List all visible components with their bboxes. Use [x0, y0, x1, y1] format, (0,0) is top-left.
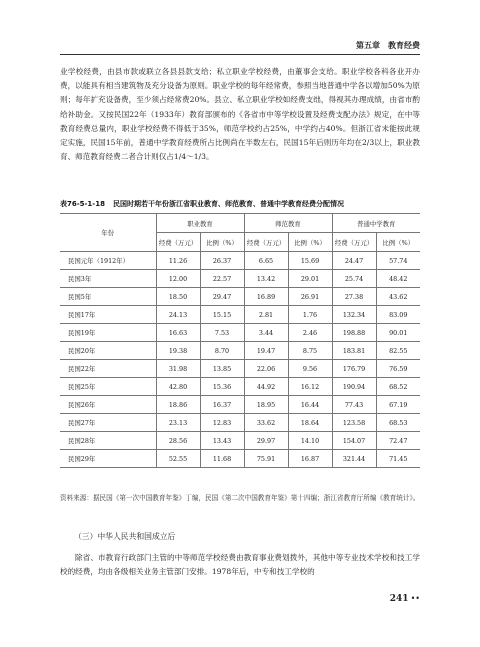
value-cell: 12.00	[156, 270, 200, 288]
value-cell: 19.47	[244, 342, 288, 360]
value-cell: 26.91	[288, 288, 332, 306]
year-cell: 民国26年	[60, 396, 156, 414]
value-cell: 31.98	[156, 360, 200, 378]
value-cell: 6.65	[244, 252, 288, 270]
header-rule	[60, 54, 420, 55]
value-cell: 23.13	[156, 414, 200, 432]
group-header-vocational: 职业教育	[156, 214, 244, 233]
value-cell: 71.45	[376, 450, 420, 468]
page-footer	[390, 594, 420, 604]
subheader-funding: 经费（万元）	[244, 233, 288, 252]
page-number-ornament: ••	[410, 594, 420, 603]
value-cell: 16.37	[200, 396, 244, 414]
funding-table	[60, 213, 420, 468]
value-cell: 68.52	[376, 378, 420, 396]
value-cell: 18.86	[156, 396, 200, 414]
value-cell: 24.13	[156, 306, 200, 324]
table-row	[60, 414, 420, 432]
value-cell: 72.47	[376, 432, 420, 450]
year-cell: 民国20年	[60, 342, 156, 360]
value-cell: 24.47	[332, 252, 376, 270]
value-cell: 19.38	[156, 342, 200, 360]
value-cell: 16.44	[288, 396, 332, 414]
table-body	[60, 252, 420, 468]
value-cell: 13.43	[200, 432, 244, 450]
value-cell: 13.42	[244, 270, 288, 288]
table-row	[60, 432, 420, 450]
running-header	[60, 40, 420, 54]
table-row	[60, 396, 420, 414]
table-row	[60, 450, 420, 468]
value-cell: 75.91	[244, 450, 288, 468]
table-row	[60, 270, 420, 288]
value-cell: 15.69	[288, 252, 332, 270]
year-cell: 民国27年	[60, 414, 156, 432]
value-cell: 22.06	[244, 360, 288, 378]
year-cell: 民国19年	[60, 324, 156, 342]
value-cell: 15.15	[200, 306, 244, 324]
table-row	[60, 288, 420, 306]
paragraph-1: 业学校经费，由县市款或联立各县县款支给；私立职业学校经费，由董事会支给。职业学校各科各业开办费，以能具有相当建筑物及充分设备为原则。职业学校的每年经常费，参照当地普通中学各以增加50%为原则；每年扩充设备费，至少须占经常费20%。县立、私立职业学校如经费支绌，得视其办理成绩，由省市酌给补助金。又按民国22年（1933年）教育部颁布的《各省市中等学校设置及经费支配办法》规定，在中等教育经费总量内，职业学校经费不得低于35%，师范学校约占25%，中学约占40%。但浙江省未能按此规定实施，民国15年前，普通中学教育经费所占比例尚在半数左右，民国15年后则历年均在2/3以上，职业教育、师范教育经费二者合计则仅占1/4～1/3。	[60, 67, 420, 162]
value-cell: 28.56	[156, 432, 200, 450]
year-cell: 民国25年	[60, 378, 156, 396]
subheader-funding: 经费（万元）	[332, 233, 376, 252]
value-cell: 321.44	[332, 450, 376, 468]
table-row	[60, 252, 420, 270]
value-cell: 44.92	[244, 378, 288, 396]
value-cell: 123.58	[332, 414, 376, 432]
value-cell: 176.79	[332, 360, 376, 378]
value-cell: 183.81	[332, 342, 376, 360]
value-cell: 13.85	[200, 360, 244, 378]
value-cell: 52.55	[156, 450, 200, 468]
value-cell: 2.81	[244, 306, 288, 324]
value-cell: 29.01	[288, 270, 332, 288]
table-row	[60, 306, 420, 324]
value-cell: 68.53	[376, 414, 420, 432]
value-cell: 16.12	[288, 378, 332, 396]
value-cell: 33.62	[244, 414, 288, 432]
value-cell: 132.34	[332, 306, 376, 324]
value-cell: 12.83	[200, 414, 244, 432]
section-heading: （三）中华人民共和国成立后	[74, 532, 176, 541]
year-column-header: 年份	[60, 214, 156, 252]
value-cell: 82.55	[376, 342, 420, 360]
value-cell: 18.50	[156, 288, 200, 306]
value-cell: 18.95	[244, 396, 288, 414]
value-cell: 29.97	[244, 432, 288, 450]
value-cell: 8.75	[288, 342, 332, 360]
table-row	[60, 342, 420, 360]
value-cell: 57.74	[376, 252, 420, 270]
value-cell: 2.46	[288, 324, 332, 342]
table-row	[60, 360, 420, 378]
table-row	[60, 324, 420, 342]
value-cell: 90.01	[376, 324, 420, 342]
value-cell: 42.80	[156, 378, 200, 396]
value-cell: 16.87	[288, 450, 332, 468]
value-cell: 198.88	[332, 324, 376, 342]
subheader-ratio: 比例（%）	[376, 233, 420, 252]
value-cell: 7.53	[200, 324, 244, 342]
value-cell: 48.42	[376, 270, 420, 288]
year-cell: 民国22年	[60, 360, 156, 378]
value-cell: 26.37	[200, 252, 244, 270]
subheader-funding: 经费（万元）	[156, 233, 200, 252]
year-cell: 民国29年	[60, 450, 156, 468]
year-cell: 民国17年	[60, 306, 156, 324]
value-cell: 11.26	[156, 252, 200, 270]
value-cell: 1.76	[288, 306, 332, 324]
table-caption	[60, 199, 420, 209]
year-cell: 民国3年	[60, 270, 156, 288]
table-row	[60, 378, 420, 396]
value-cell: 16.63	[156, 324, 200, 342]
value-cell: 14.10	[288, 432, 332, 450]
value-cell: 22.57	[200, 270, 244, 288]
table-title: 民国时期若干年份浙江省职业教育、师范教育、普通中学教育经费分配情况	[112, 200, 344, 208]
value-cell: 25.74	[332, 270, 376, 288]
source-note: 资料来源：据民国《第一次中国教育年鉴》丁编，民国《第二次中国教育年鉴》第十四编；浙江省教育厅所编《教育统计》。	[60, 494, 420, 502]
subheader-ratio: 比例（%）	[200, 233, 244, 252]
value-cell: 16.89	[244, 288, 288, 306]
value-cell: 154.07	[332, 432, 376, 450]
value-cell: 29.47	[200, 288, 244, 306]
year-cell: 民国5年	[60, 288, 156, 306]
value-cell: 27.38	[332, 288, 376, 306]
value-cell: 43.62	[376, 288, 420, 306]
value-cell: 77.43	[332, 396, 376, 414]
value-cell: 67.19	[376, 396, 420, 414]
table-number: 表76-5-1-18	[60, 200, 105, 208]
value-cell: 15.36	[200, 378, 244, 396]
year-cell: 民国28年	[60, 432, 156, 450]
year-cell: 民国元年（1912年）	[60, 252, 156, 270]
value-cell: 83.09	[376, 306, 420, 324]
value-cell: 18.64	[288, 414, 332, 432]
group-header-general-middle: 普通中学教育	[332, 214, 420, 233]
value-cell: 9.56	[288, 360, 332, 378]
page-number: 241	[389, 594, 409, 604]
subheader-ratio: 比例（%）	[288, 233, 332, 252]
chapter-title: 第五章 教育经费	[356, 41, 420, 50]
value-cell: 3.44	[244, 324, 288, 342]
value-cell: 76.59	[376, 360, 420, 378]
group-header-normal: 师范教育	[244, 214, 332, 233]
value-cell: 8.70	[200, 342, 244, 360]
value-cell: 190.94	[332, 378, 376, 396]
value-cell: 11.68	[200, 450, 244, 468]
paragraph-2: 除省、市教育行政部门主管的中等师范学校经费由教育事业费划拨外，其他中等专业技术学校和技工学校的经费，均由各级相关业务主管部门安排。1978年后，中专和技工学校的	[60, 553, 420, 577]
